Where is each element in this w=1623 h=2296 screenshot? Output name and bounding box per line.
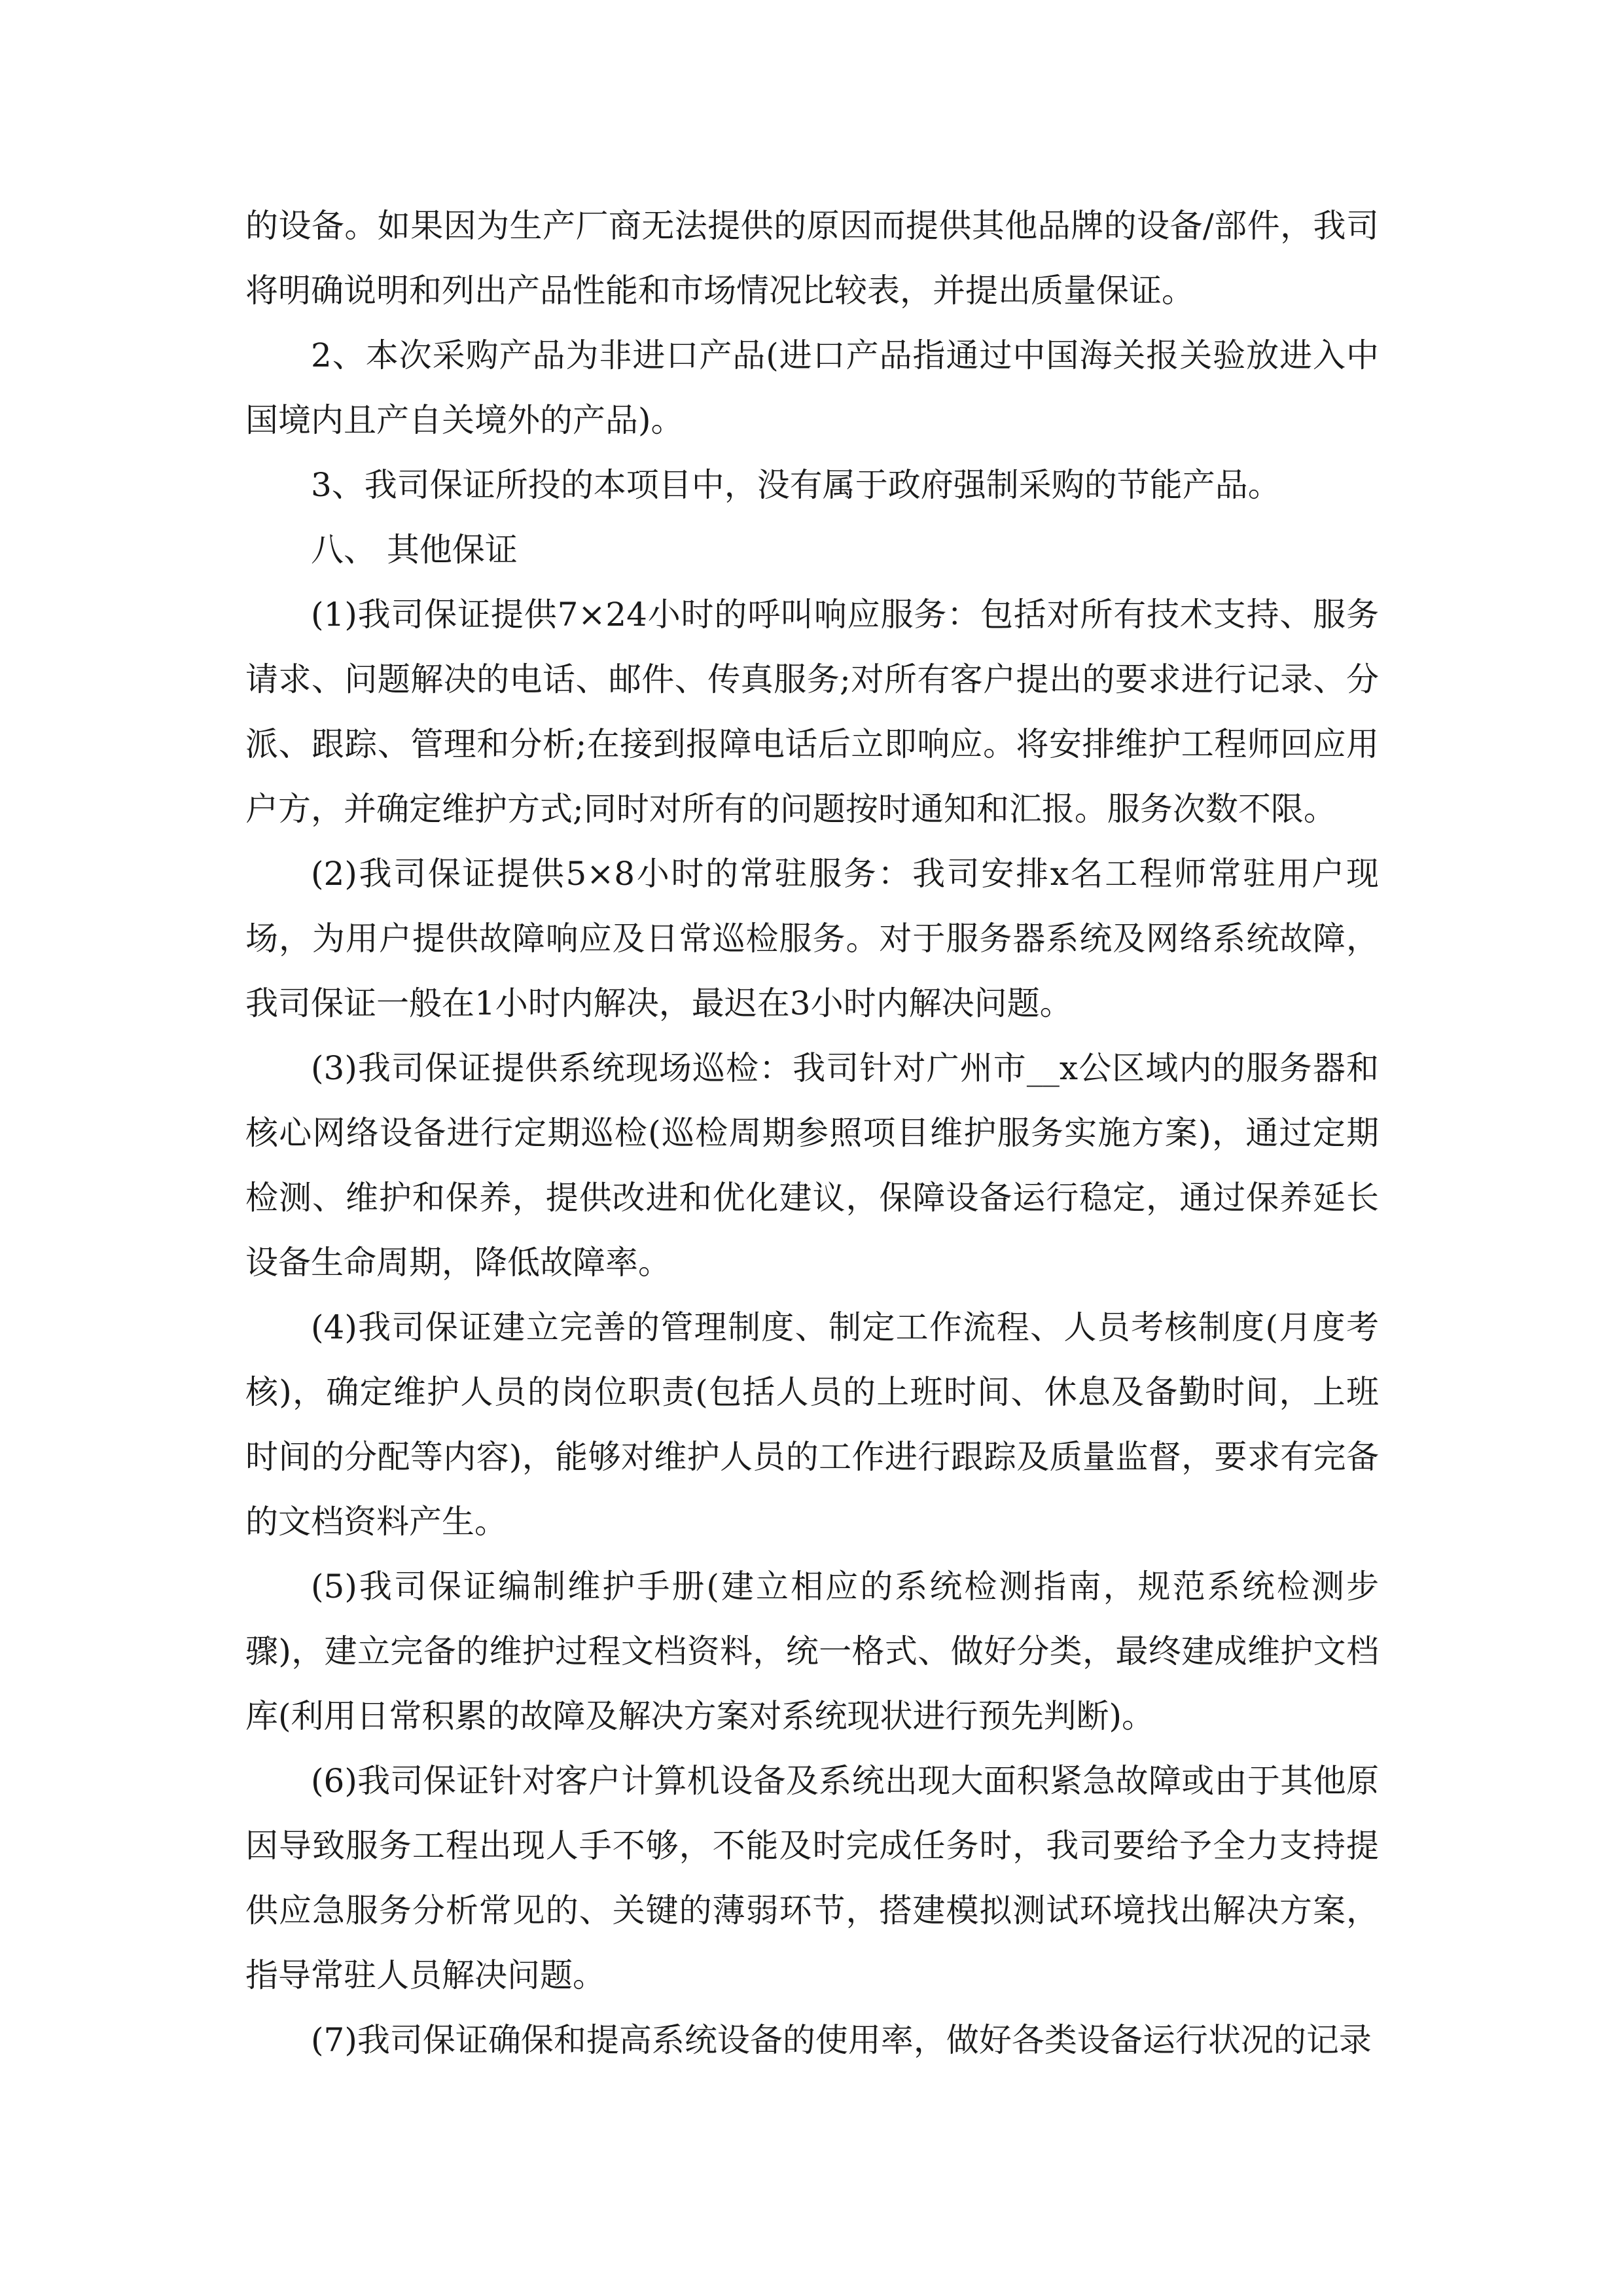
paragraph-guarantee-5: (5)我司保证编制维护手册(建立相应的系统检测指南，规范系统检测步骤)，建立完备的维护过程文档资料，统一格式、做好分类，最终建成维护文档库(利用日常积累的故障及解决方案对系统现状进行预先判断)。 <box>245 1568 1379 1735</box>
paragraph-guarantee-3: (3)我司保证提供系统现场巡检：我司针对广州市__x公区域内的服务器和核心网络设备进行定期巡检(巡检周期参照项目维护服务实施方案)，通过定期检测、维护和保养，提供改进和优化建议，保障设备运行稳定，通过保养延长设备生命周期，降低故障率。 <box>245 1049 1379 1282</box>
document-body <box>245 194 1379 2073</box>
paragraph-guarantee-6: (6)我司保证针对客户计算机设备及系统出现大面积紧急故障或由于其他原因导致服务工程出现人手不够，不能及时完成任务时，我司要给予全力支持提供应急服务分析常见的、关键的薄弱环节，搭建模拟测试环境找出解决方案，指导常驻人员解决问题。 <box>245 1762 1379 1994</box>
paragraph-item-2: 2、本次采购产品为非进口产品(进口产品指通过中国海关报关验放进入中国境内且产自关境外的产品)。 <box>245 336 1379 439</box>
section-heading-other-guarantees: 八、 其他保证 <box>311 531 518 569</box>
paragraph-guarantee-4: (4)我司保证建立完善的管理制度、制定工作流程、人员考核制度(月度考核)，确定维护人员的岗位职责(包括人员的上班时间、休息及备勤时间，上班时间的分配等内容)，能够对维护人员的工作进行跟踪及质量监督，要求有完备的文档资料产生。 <box>245 1308 1379 1541</box>
paragraph-continuation: 的设备。如果因为生产厂商无法提供的原因而提供其他品牌的设备/部件，我司将明确说明和列出产品性能和市场情况比较表，并提出质量保证。 <box>245 207 1379 310</box>
paragraph-guarantee-7: (7)我司保证确保和提高系统设备的使用率，做好各类设备运行状况的记录 <box>311 2021 1372 2059</box>
paragraph-guarantee-1: (1)我司保证提供7×24小时的呼叫响应服务：包括对所有技术支持、服务请求、问题解决的电话、邮件、传真服务;对所有客户提出的要求进行记录、分派、跟踪、管理和分析;在接到报障电话后立即响应。将安排维护工程师回应用户方，并确定维护方式;同时对所有的问题按时通知和汇报。服务次数不限。 <box>245 596 1379 828</box>
paragraph-guarantee-2: (2)我司保证提供5×8小时的常驻服务：我司安排x名工程师常驻用户现场，为用户提供故障响应及日常巡检服务。对于服务器系统及网络系统故障，我司保证一般在1小时内解决，最迟在3小时内解决问题。 <box>245 855 1379 1022</box>
paragraph-item-3: 3、我司保证所投的本项目中，没有属于政府强制采购的节能产品。 <box>311 466 1281 504</box>
